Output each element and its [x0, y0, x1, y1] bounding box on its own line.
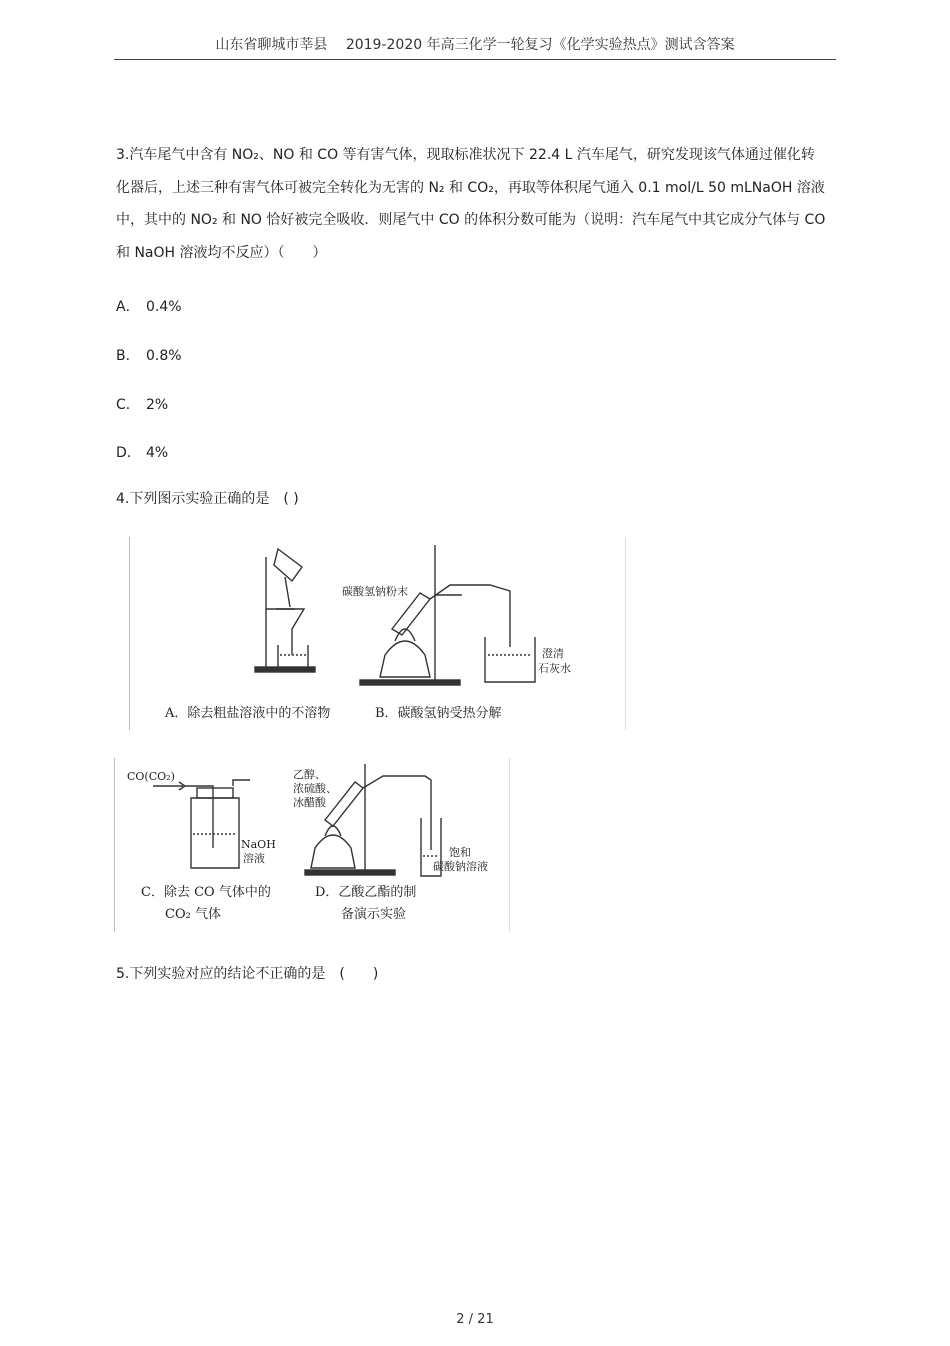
stand-base-b [360, 680, 460, 685]
option-a-value: 0.4% [146, 299, 182, 315]
label-reagents-1: 乙醇、 [293, 768, 326, 781]
caption-d-2: 备演示实验 [341, 907, 407, 922]
label-powder: 碳酸氢钠粉末 [342, 585, 408, 598]
label-saturated-1: 饱和 [449, 846, 471, 859]
funnel-a [276, 609, 304, 655]
question-5-text: 5.下列实验对应的结论不正确的是 ( ) [116, 966, 379, 982]
delivery-tube-b [430, 585, 510, 647]
option-b-value: 0.8% [146, 348, 182, 364]
wash-bottle [191, 798, 239, 868]
label-reagents-3: 冰醋酸 [293, 796, 326, 809]
question-3-text: 3.汽车尾气中含有 NO₂、NO 和 CO 等有害气体，现取标准状况下 22.4 L 汽车尾气，研究发现该气体通过催化转化器后，上述三种有害气体可被完全转化为无害的 N₂ 和 CO₂，再取等体积尾气通入 0.1 mol/L 50 mLNaOH 溶液中，其中的 NO₂ 和 NO 恰好被完全吸收．则尾气中 CO 的体积分数可能为（说明：汽车尾气中其它成分气体与 CO 和 NaOH 溶液均不反应）（ ） [116, 147, 826, 261]
option-a [116, 296, 182, 316]
pouring-beaker [274, 549, 302, 581]
beaker-a [278, 645, 308, 669]
outlet-tube [233, 780, 250, 786]
stand-base-d [305, 870, 395, 875]
figure-cd-drawing [115, 758, 509, 932]
page-header: 山东省聊城市莘县 2019-2020 年高三化学一轮复习《化学实验热点》测试含答案 [215, 37, 735, 53]
option-c-letter: C． [116, 397, 140, 413]
label-gas-in: CO(CO₂) [127, 770, 175, 783]
question-4-text: 4.下列图示实验正确的是 ( ) [116, 491, 299, 507]
option-a-letter: A． [116, 299, 140, 315]
test-tube-b [392, 593, 430, 635]
caption-c-1: C．除去 CO 气体中的 [141, 885, 271, 900]
label-saturated-2: 碳酸钠溶液 [433, 860, 488, 873]
caption-b: B．碳酸氢钠受热分解 [375, 706, 502, 721]
caption-d-1: D．乙酸乙酯的制 [315, 885, 417, 900]
label-limewater-1: 澄清 [542, 647, 564, 660]
label-naoh-2: 溶液 [243, 852, 265, 865]
alcohol-lamp-b [380, 641, 430, 677]
caption-a: A．除去粗盐溶液中的不溶物 [165, 706, 331, 721]
option-b [116, 345, 182, 365]
option-d-letter: D． [116, 445, 141, 461]
caption-c-2: CO₂ 气体 [165, 907, 221, 922]
figure-ab [129, 537, 626, 730]
glass-rod [285, 577, 290, 607]
page-number: 2 / 21 [456, 1312, 494, 1327]
option-c-value: 2% [146, 397, 169, 413]
figure-cd [114, 758, 510, 932]
label-limewater-2: 石灰水 [538, 662, 571, 675]
label-reagents-2: 浓硫酸、 [293, 782, 337, 795]
figure-ab-drawing [130, 537, 625, 730]
option-c [116, 394, 168, 414]
bottle-stopper [197, 788, 233, 798]
option-b-letter: B． [116, 348, 140, 364]
option-d [116, 442, 168, 462]
inlet-tube [185, 786, 213, 848]
option-d-value: 4% [146, 445, 169, 461]
alcohol-lamp-d [311, 835, 355, 868]
header-divider [114, 59, 836, 60]
label-naoh-1: NaOH [241, 838, 276, 851]
